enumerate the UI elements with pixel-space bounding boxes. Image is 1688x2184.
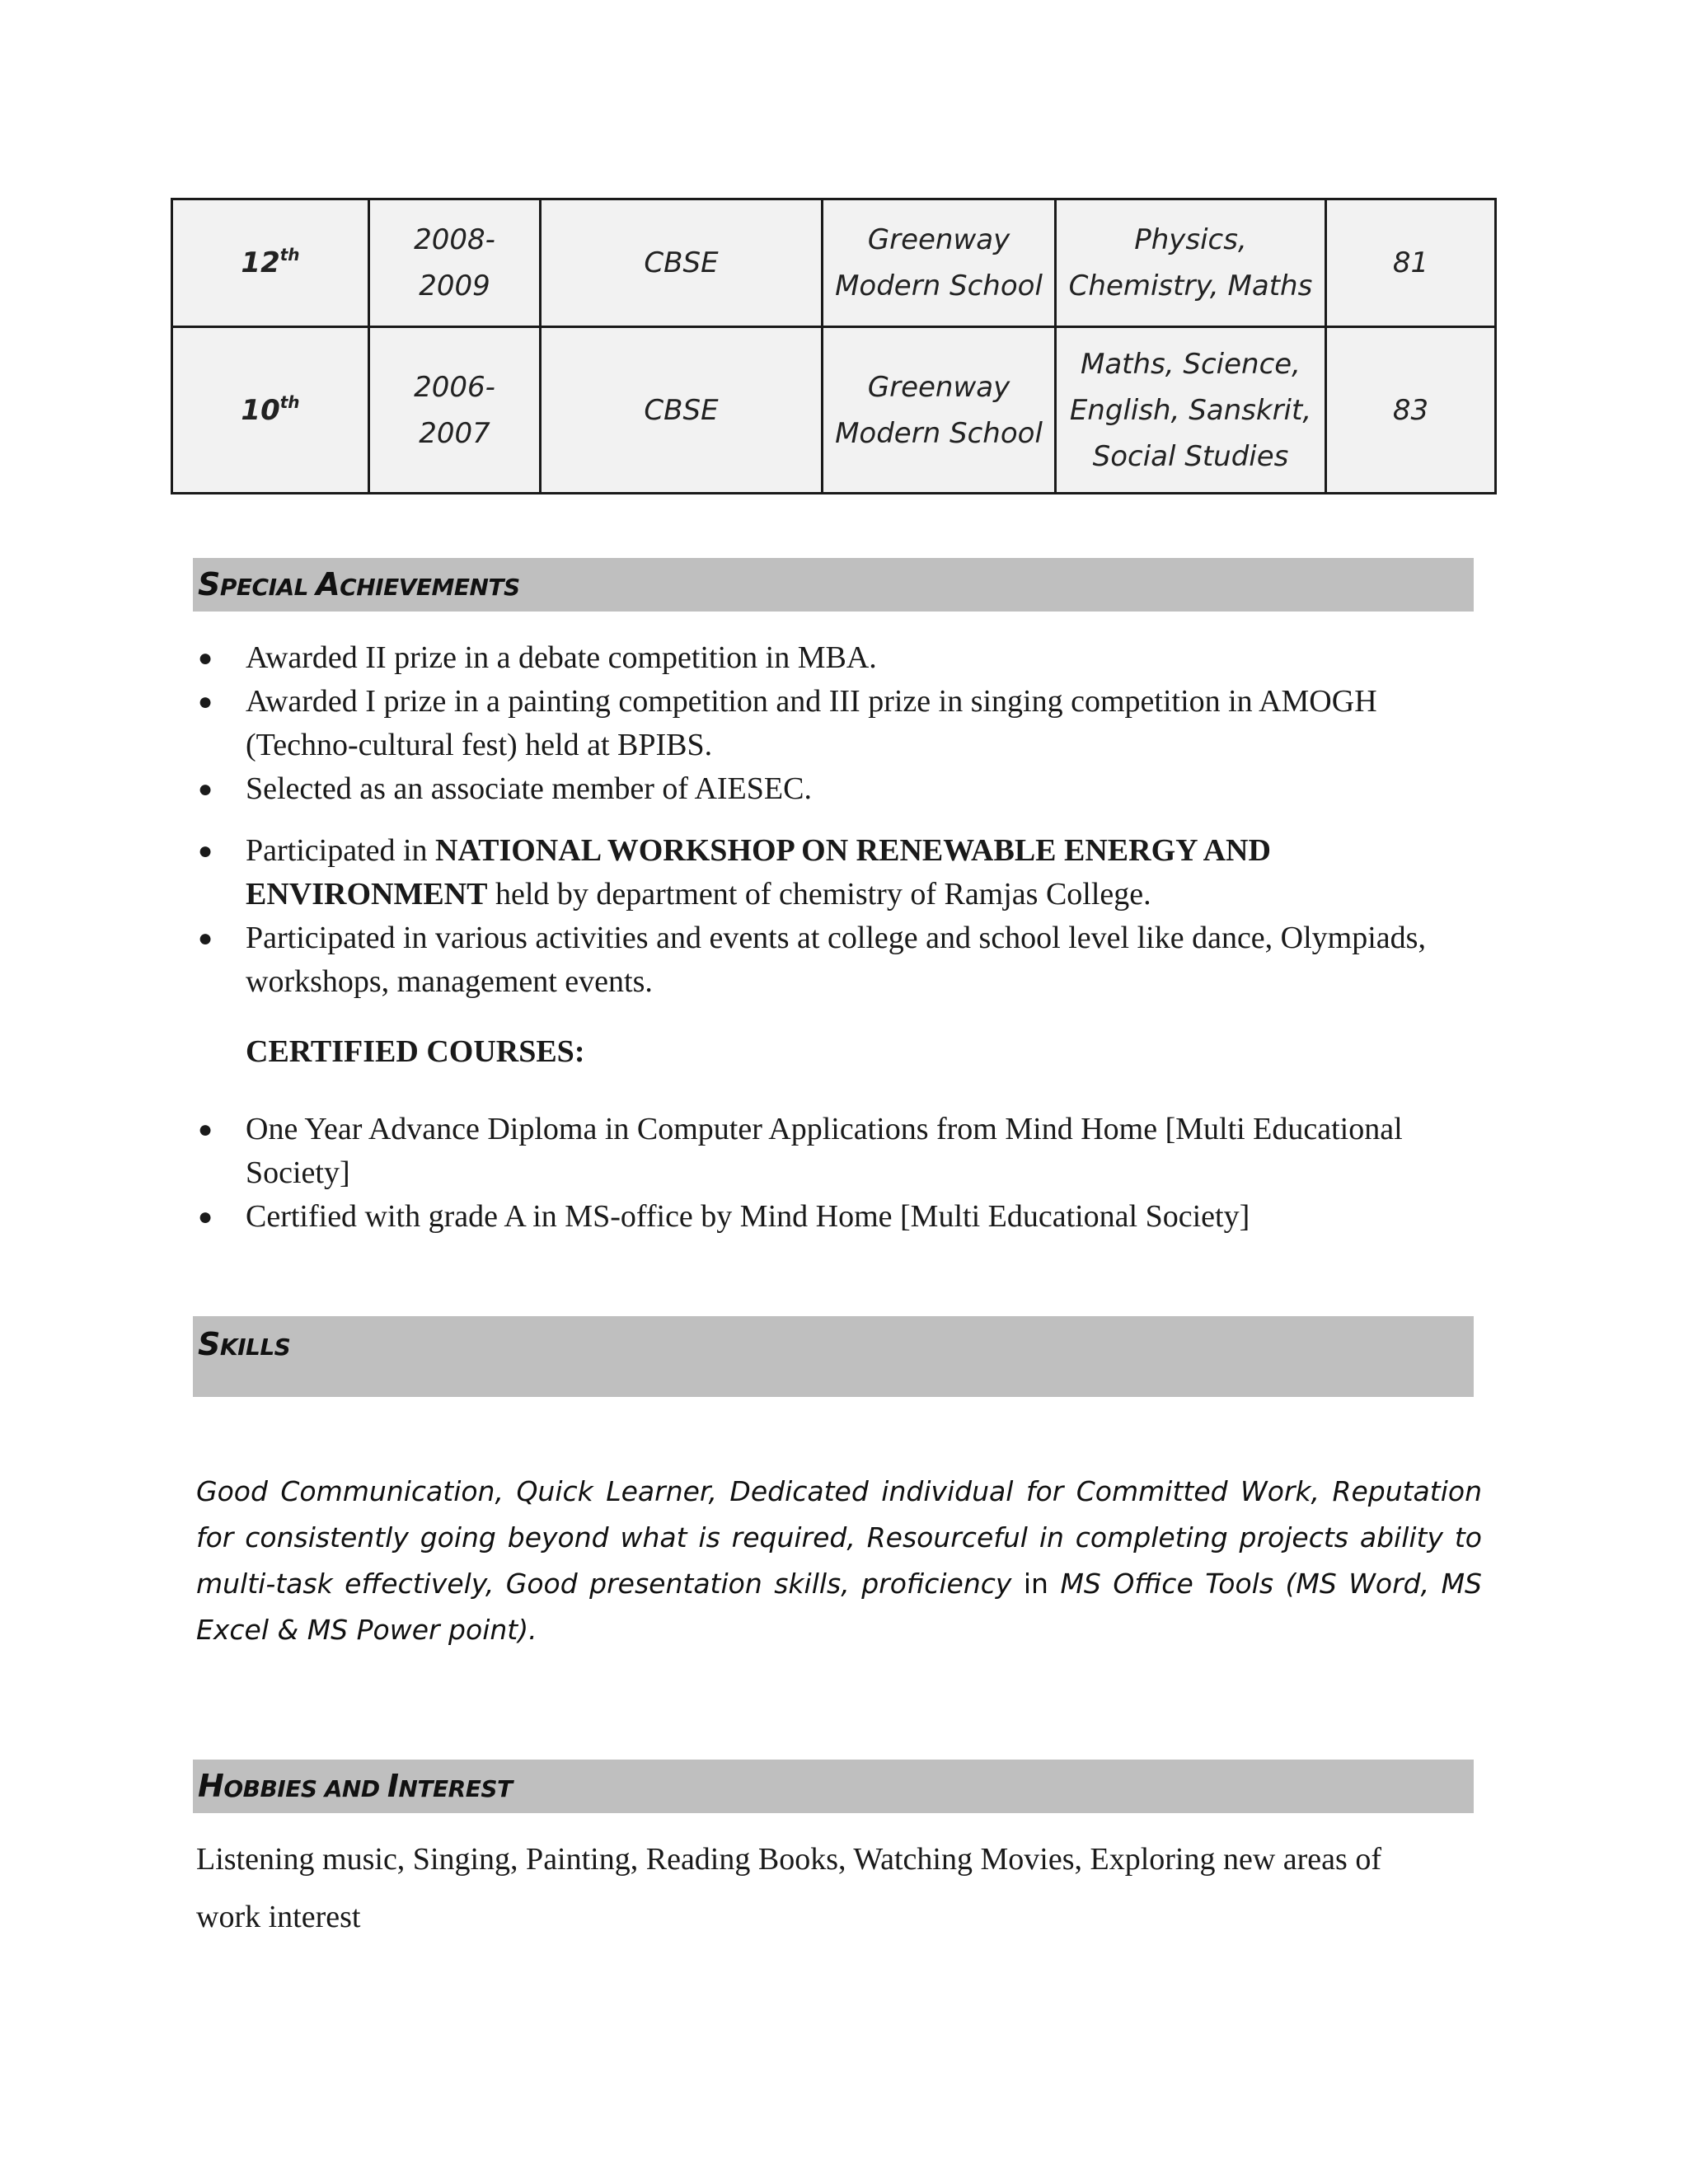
- class-cell: 10th: [172, 327, 369, 494]
- class-cell: 12th: [172, 199, 369, 327]
- section-title: SKILLS: [198, 1326, 291, 1362]
- list-item: ● Awarded II prize in a debate competition in MBA.: [193, 636, 1487, 680]
- score-cell: 83: [1326, 327, 1496, 494]
- school-cell: Greenway Modern School: [823, 199, 1056, 327]
- section-title: SPECIAL ACHIEVEMENTS: [198, 566, 520, 602]
- bullet-icon: ●: [198, 925, 213, 952]
- certified-courses-heading: CERTIFIED COURSES:: [246, 1034, 585, 1069]
- bullet-icon: ●: [198, 837, 213, 865]
- list-item: ● Awarded I prize in a painting competition and III prize in singing competition in AMOGH (Techno-cultural fest) held at BPIBS.: [193, 680, 1487, 767]
- certified-courses-list: [193, 1108, 1487, 1239]
- list-item: ● Selected as an associate member of AIESEC.: [193, 767, 1487, 811]
- hobbies-header: [193, 1760, 1474, 1813]
- subjects-cell: Physics, Chemistry, Maths: [1056, 199, 1326, 327]
- school-cell: Greenway Modern School: [823, 327, 1056, 494]
- table-row: [172, 199, 1496, 327]
- special-achievements-header: [193, 558, 1474, 612]
- bullet-icon: ●: [198, 644, 213, 672]
- hobbies-text: Listening music, Singing, Painting, Reading Books, Watching Movies, Exploring new areas of work interest: [196, 1842, 1381, 1934]
- section-title: HOBBIES AND INTEREST: [198, 1768, 513, 1804]
- year-cell: 2006- 2007: [369, 327, 541, 494]
- list-item: ● Participated in NATIONAL WORKSHOP ON RENEWABLE ENERGY AND ENVIRONMENT held by department of chemistry of Ramjas College.: [193, 829, 1487, 916]
- bullet-icon: ●: [198, 1203, 213, 1230]
- board-cell: CBSE: [541, 327, 823, 494]
- skills-header: [193, 1316, 1474, 1397]
- table-row: [172, 327, 1496, 494]
- list-item: ● One Year Advance Diploma in Computer Applications from Mind Home [Multi Educational Society]: [193, 1108, 1487, 1195]
- skills-text: Good Communication, Quick Learner, Dedicated individual for Committed Work, Reputation for consistently going beyond what is required, Resourceful in completing projects ability to multi-task effectively, Good presentation skills, proficiency in MS Office Tools (MS Word, MS Excel & MS Power point).: [196, 1475, 1482, 1646]
- bullet-icon: ●: [198, 1116, 213, 1143]
- score-cell: 81: [1326, 199, 1496, 327]
- list-item: ● Certified with grade A in MS-office by Mind Home [Multi Educational Society]: [193, 1195, 1487, 1239]
- achievements-list-2: [193, 829, 1487, 1004]
- subjects-cell: Maths, Science, English, Sanskrit, Social Studies: [1056, 327, 1326, 494]
- year-cell: 2008- 2009: [369, 199, 541, 327]
- education-table: [171, 198, 1497, 494]
- list-item: ● Participated in various activities and events at college and school level like dance, Olympiads, workshops, management events.: [193, 916, 1487, 1004]
- bullet-icon: ●: [198, 688, 213, 715]
- bullet-icon: ●: [198, 776, 213, 803]
- achievements-list: [193, 636, 1487, 811]
- board-cell: CBSE: [541, 199, 823, 327]
